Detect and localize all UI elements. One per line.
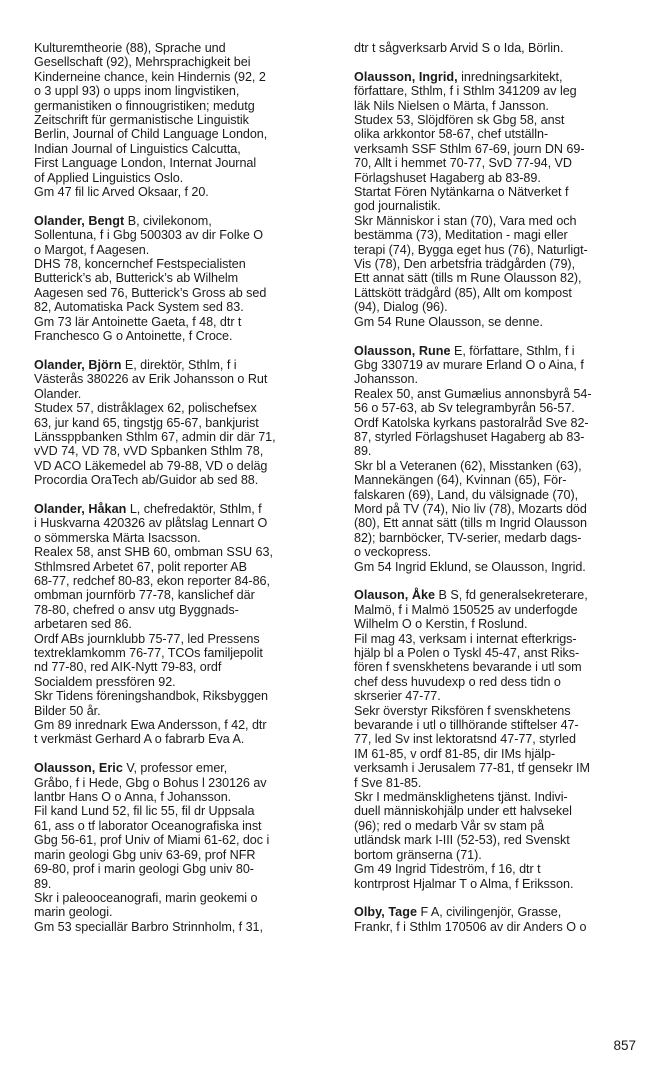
entry-paragraph: Gm 54 Ingrid Eklund, se Olausson, Ingrid. — [354, 559, 586, 574]
entry-paragraph: Skr I medmänsklighetens tjänst. Indivi- duell människohjälp under ett halvsekel (96); red o medarb Vår sv stam på utländsk mark I-III (52-53), red Svenskt bortom gränserna (71). — [354, 790, 572, 862]
entry-paragraph: Skr i paleooceanografi, marin geokemi o marin geologi. — [34, 890, 258, 920]
entry-paragraph: Sekr överstyr Riksfören f svenskhetens bevarande i utl o tillhörande stiftelser 47- 77, led Sv inst lektoratsnd 47-77, styrled IM 61-85, v ordf 81-85, dir IMs hjälp- verksamh i Jerusalem 77-81, tf gensekr IM f Sve 81-85. — [354, 703, 590, 790]
entry-heading — [354, 588, 632, 631]
entry-name: Olauson, Åke — [354, 588, 436, 603]
entry-paragraph: Kulturemtheorie (88), Sprache und Gesellschaft (92), Mehrsprachigkeit bei Kinderneine chance, kein Hindernis (92, 2 o 3 uppl 93) o upps inom lingvistiken, germanistiken o finnougristiken; medutg Zeitschrift für germanistische Linguistik Berlin, Journal of Child Language London, Indian Journal of Linguistics Calcutta, First Language London, Internat Journal of Applied Linguistics Oslo. — [34, 41, 268, 185]
entry-paragraph: dtr t sågverksarb Arvid S o Ida, Börlin. — [354, 41, 564, 55]
entry-heading — [354, 70, 632, 113]
right-column — [354, 41, 632, 949]
entry-paragraph: Gm 89 inrednark Ewa Andersson, f 42, dtr t verkmäst Gerhard A o fabrarb Eva A. — [34, 718, 267, 747]
entry-head-text: B S, fd generalsekreterare, Malmö, f i Malmö 150525 av underfogde Wilhelm O o Kerstin, f Roslund. — [354, 588, 588, 632]
entry-paragraph: Skr bl a Veteranen (62), Misstanken (63), Mannekängen (64), Kvinnan (65), För- falskaren (69), Land, du välsignade (70), Mord på TV (74), Nio liv (78), Mozarts död (80), Ett annat sätt (tills m Ingrid Olausson 82); barnböcker, TV-serier, medarb dags- o veckopress. — [354, 458, 587, 560]
entry-continuation — [354, 41, 632, 55]
biography-entry — [354, 344, 632, 575]
entry-paragraph: Studex 57, distråklagex 62, polischefsex 63, jur kand 65, tingstjg 65-67, bankjurist Länssppbanken Sthlm 67, admin dir där 71, vVD 74, VD 78, vVD Spbanken Sthlm 78, VD ACO Läkemedel ab 79-88, VD o deläg Procordia OraTech ab/Guidor ab sed 88. — [34, 401, 276, 488]
entry-paragraph: Gm 49 Ingrid Tideström, f 16, dtr t kontrprost Hjalmar T o Alma, f Eriksson. — [354, 862, 574, 891]
entry-paragraph: Fil mag 43, verksam i internat efterkrigs- hjälp bl a Polen o Tyskl 45-47, anst Riks- fören f svenskhetens bevarande i utl som chef dess huvudexp o red dess tidn o skrserier 47-77. — [354, 631, 582, 704]
biography-entry — [34, 502, 312, 747]
entry-paragraph: Fil kand Lund 52, fil lic 55, fil dr Uppsala 61, ass o tf laborator Oceanografiska inst Gbg 56-61, prof Univ of Miami 61-62, doc i marin geologi Gbg univ 63-69, prof NFR 69-80, prof i marin geologi Gbg univ 80- 89. — [34, 804, 270, 891]
entry-head-text: V, professor emer, Gråbo, f i Hede, Gbg o Bohus l 230126 av lantbr Hans O o Anna, f Johansson. — [34, 761, 267, 805]
biography-entry — [34, 358, 312, 488]
entry-head-text: E, författare, Sthlm, f i Gbg 330719 av murare Erland O o Aina, f Johansson. — [354, 343, 584, 387]
entry-heading — [34, 214, 312, 257]
left-column — [34, 41, 312, 949]
entry-paragraph: Gm 73 lär Antoinette Gaeta, f 48, dtr t Franchesco G o Antoinette, f Croce. — [34, 314, 242, 344]
entry-paragraph: Skr Människor i stan (70), Vara med och bestämma (73), Meditation - magi eller terapi (74), Bygga eget hus (76), Naturligt- Vis (78), Den arbetsfria trädgården (79), Ett annat sätt (tills m Rune Olausson 82), Lättskött trädgård (85), Allt om kompost (94), Dialog (96). — [354, 213, 588, 315]
entry-heading — [354, 905, 632, 934]
entry-paragraph: Startat Fören Nytänkarna o Nätverket f god journalistik. — [354, 185, 569, 214]
entry-name: Olausson, Ingrid, — [354, 69, 458, 84]
biography-entry — [354, 588, 632, 891]
biography-entry — [354, 905, 632, 934]
entry-name: Olausson, Rune — [354, 343, 451, 358]
entry-heading — [354, 344, 632, 387]
entry-heading — [34, 761, 312, 804]
entry-paragraph: Studex 53, Slöjdfören sk Gbg 58, anst olika arkkontor 58-67, chef utställn- verksamh SSF Sthlm 67-69, journ DN 69- 70, Allt i hemmet 70-77, SvD 77-94, VD Förlagshuset Hagaberg ab 83-89. — [354, 113, 585, 185]
entry-name: Olby, Tage — [354, 905, 418, 920]
entry-head-text: E, direktör, Sthlm, f i Västerås 380226 av Erik Johansson o Rut Olander. — [34, 357, 268, 401]
entry-name: Olander, Håkan — [34, 501, 127, 516]
entry-paragraph: Realex 50, anst Gumælius annonsbyrå 54- 56 o 57-63, ab Sv telegrambyrån 56-57. Ordf Katolska kyrkans pastoralråd Sve 82- 87, styrled Förlagshuset Hagaberg ab 83- 89. — [354, 386, 592, 459]
entry-paragraph: DHS 78, koncernchef Festspecialisten Butterick’s ab, Butterick’s ab Wilhelm Aagesen sed 76, Butterick’s Gross ab sed 82, Automatiska Pack System sed 83. — [34, 257, 267, 315]
entry-head-text: F A, civilingenjör, Grasse, Frankr, f i Sthlm 170506 av dir Anders O o — [354, 905, 587, 934]
entry-head-text: L, chefredaktör, Sthlm, f i Huskvarna 420326 av plåtslag Lennart O o sömmerska Märta Isacsson. — [34, 501, 268, 545]
entry-heading — [34, 358, 312, 401]
entry-paragraph: Realex 58, anst SHB 60, ombman SSU 63, Sthlmsred Arbetet 67, polit reporter AB 68-77, redchef 80-83, ekon reporter 84-86, ombman journförb 77-78, kanslichef där 78-80, chefred o ansv utg Byggnads- arbetaren sed 86. — [34, 545, 273, 632]
page-number: 857 — [613, 1038, 636, 1053]
entry-head-text: inredningsarkitekt, författare, Sthlm, f i Sthlm 341209 av leg läk Nils Nielsen o Märta, f Jansson. — [354, 69, 577, 113]
entry-paragraph: Ordf ABs journklubb 75-77, led Pressens textreklamkomm 76-77, TCOs familjepolit nd 77-80, red AIK-Nytt 79-83, ordf Socialdem pressfören 92. — [34, 631, 263, 689]
entry-paragraph: Skr Tidens föreningshandbok, Riksbyggen Bilder 50 år. — [34, 689, 268, 718]
entry-name: Olander, Björn — [34, 357, 122, 372]
entry-paragraph: Gm 47 fil lic Arved Oksaar, f 20. — [34, 185, 209, 200]
entry-head-text: B, civilekonom, Sollentuna, f i Gbg 500303 av dir Folke O o Margot, f Aagesen. — [34, 213, 263, 257]
entry-name: Olander, Bengt — [34, 213, 125, 228]
entry-paragraph: Gm 53 speciallär Barbro Strinnholm, f 31, — [34, 919, 263, 934]
biography-entry — [34, 214, 312, 344]
biography-entry — [354, 70, 632, 329]
entry-heading — [34, 502, 312, 545]
entry-paragraph: Gm 54 Rune Olausson, se denne. — [354, 314, 543, 329]
entry-name: Olausson, Eric — [34, 761, 123, 776]
biography-entry — [34, 761, 312, 934]
entry-continuation — [34, 41, 312, 199]
